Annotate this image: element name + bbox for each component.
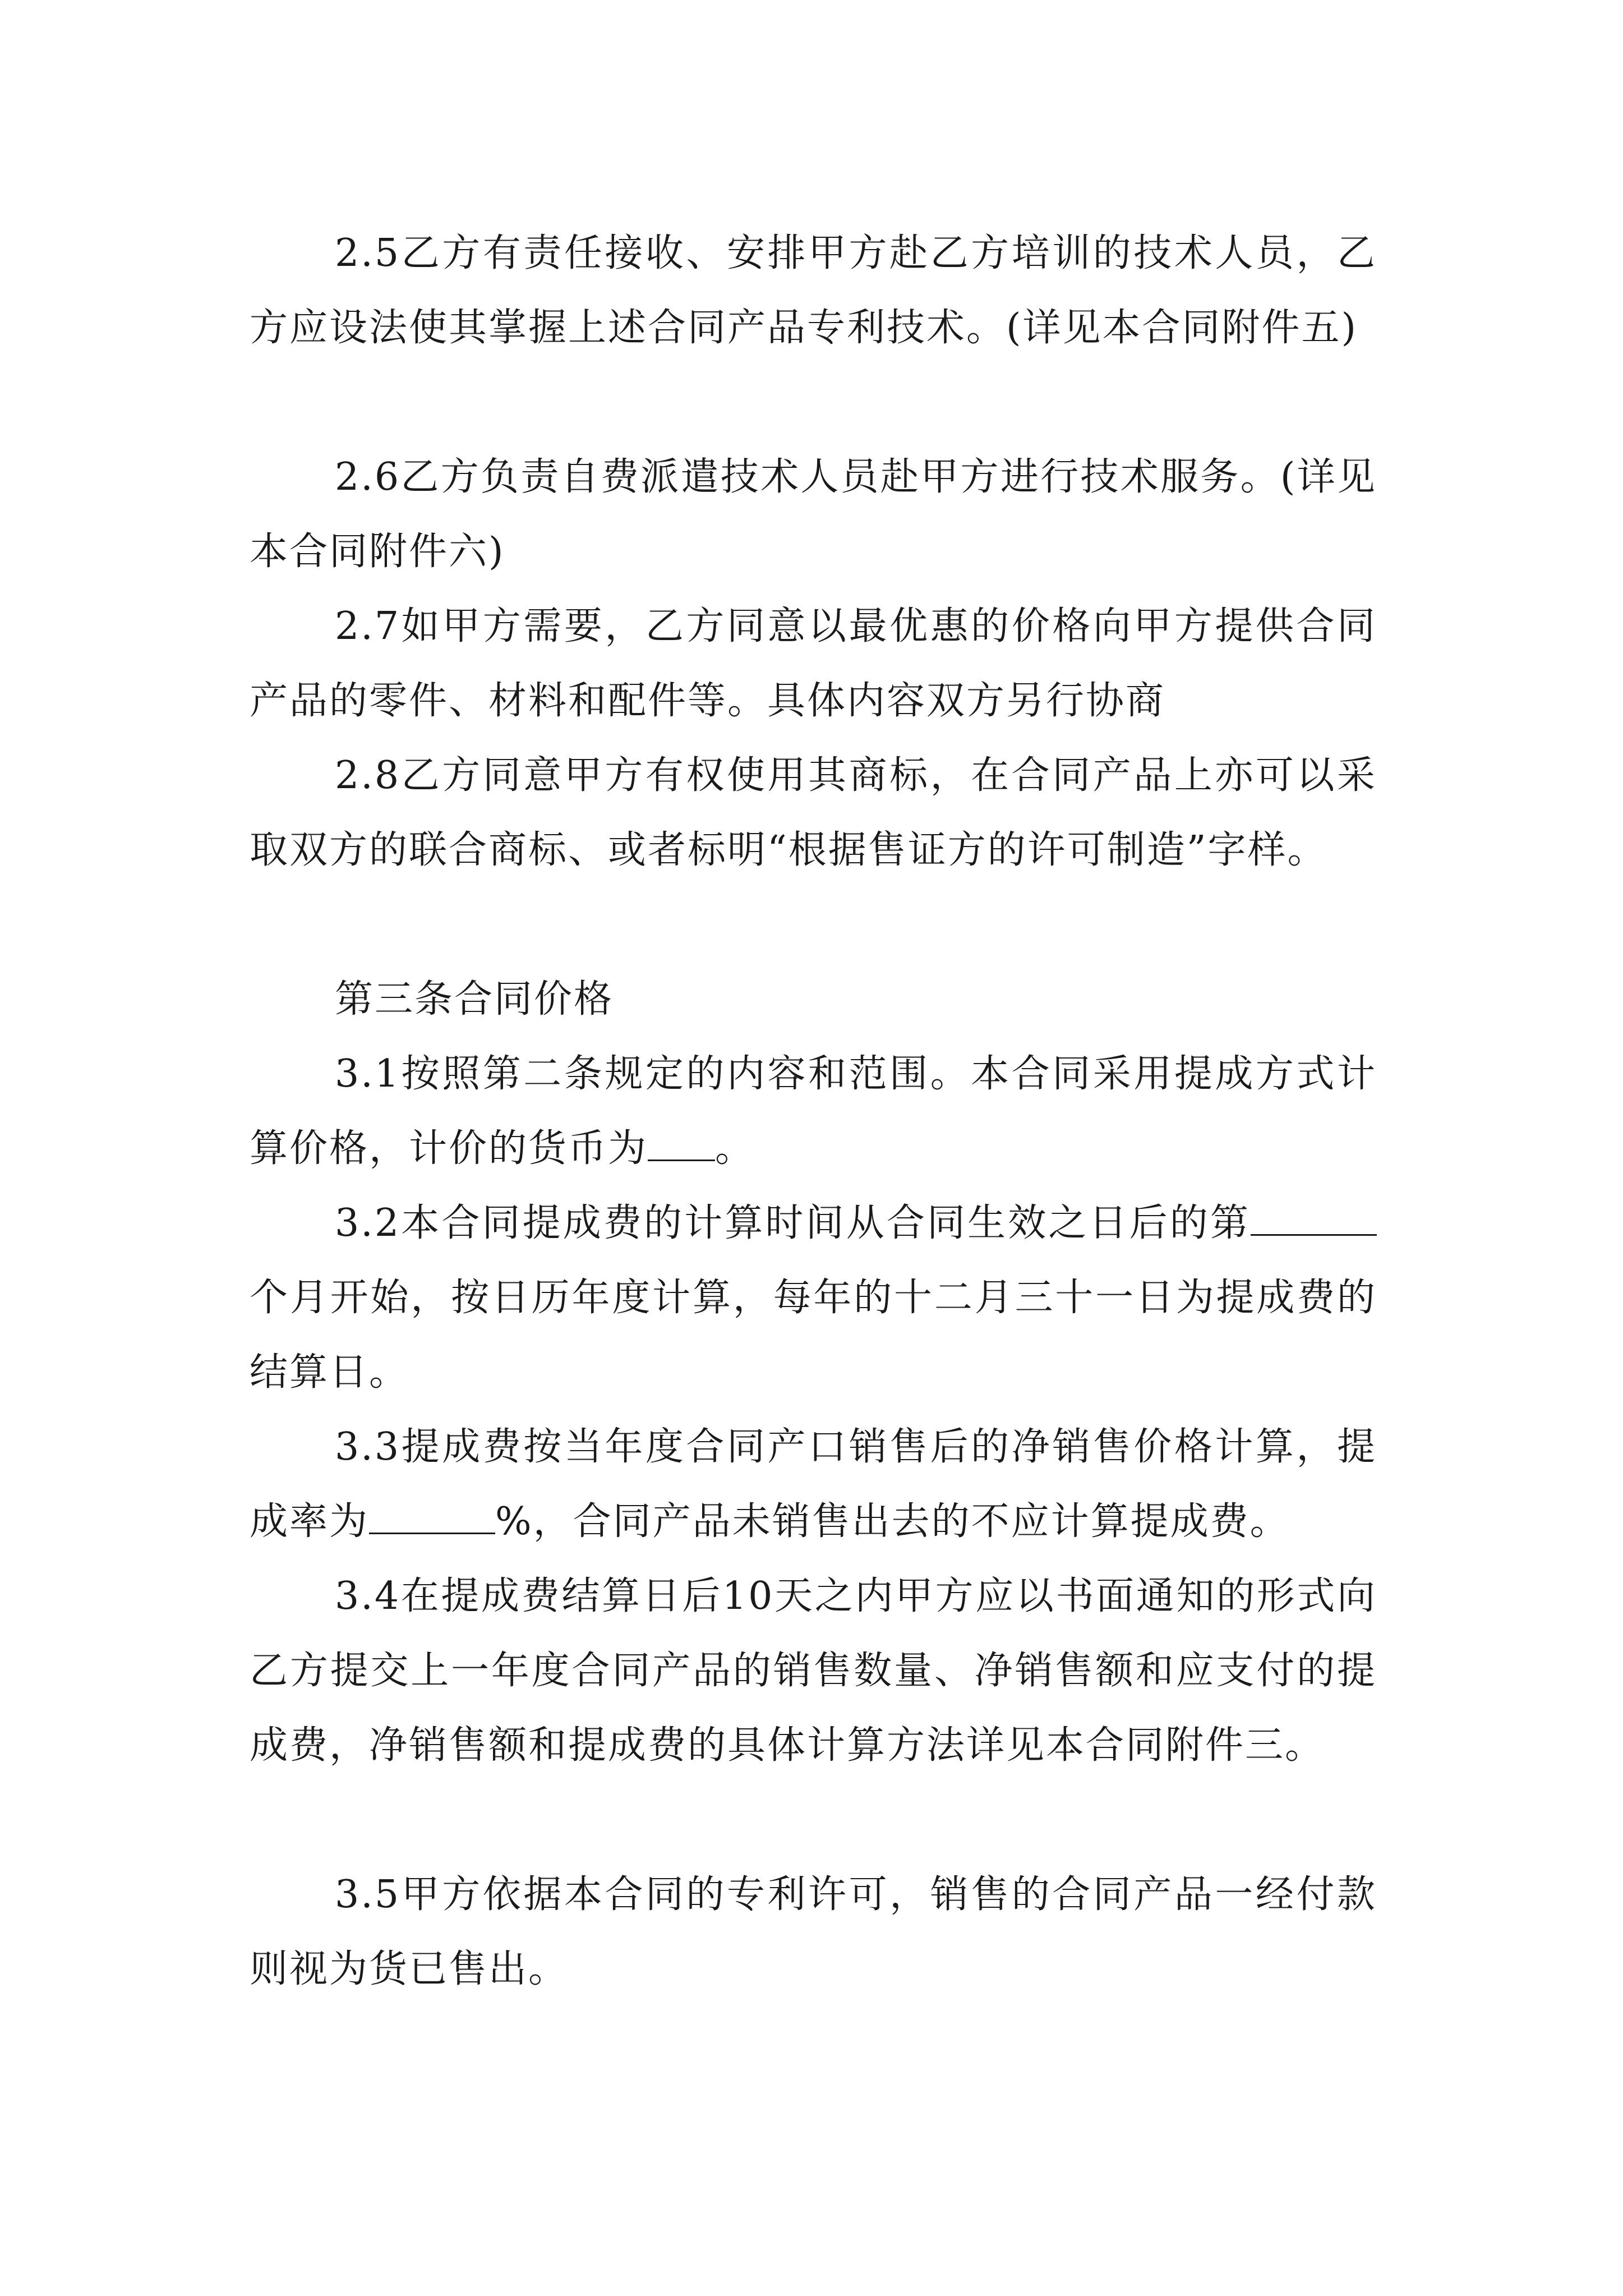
- clause-2-7-text: 2.7如甲方需要，乙方同意以最优惠的价格向甲方提供合同产品的零件、材料和配件等。具体内容双方另行协商: [250, 604, 1377, 723]
- clause-3-2: [250, 1186, 1377, 1410]
- clause-3-2-text-before: 3.2本合同提成费的计算时间从合同生效之日后的第: [335, 1201, 1251, 1245]
- clause-2-8-text: 2.8乙方同意甲方有权使用其商标，在合同产品上亦可以采取双方的联合商标、或者标明“根据售证方的许可制造”字样。: [250, 753, 1377, 872]
- month-blank: [1251, 1200, 1377, 1236]
- royalty-rate-blank: [369, 1499, 495, 1534]
- article-3-heading-text: 第三条合同价格: [335, 977, 614, 1022]
- clause-3-1-text-before: 3.1按照第二条规定的内容和范围。本合同采用提成方式计算价格，计价的货币为: [250, 1052, 1377, 1171]
- clause-3-1-text-after: 。: [715, 1126, 755, 1171]
- clause-2-6-text: 2.6乙方负责自费派遣技术人员赴甲方进行技术服务。(详见本合同附件六): [250, 455, 1377, 574]
- clause-3-3: [250, 1410, 1377, 1559]
- clause-3-4-text: 3.4在提成费结算日后10天之内甲方应以书面通知的形式向乙方提交上一年度合同产品的销售数量、净销售额和应支付的提成费，净销售额和提成费的具体计算方法详见本合同附件三。: [250, 1574, 1377, 1768]
- article-3-heading: [250, 962, 1377, 1037]
- clause-3-2-text-after: 个月开始，按日历年度计算，每年的十二月三十一日为提成费的结算日。: [250, 1276, 1377, 1395]
- clause-2-7: [250, 589, 1377, 738]
- clause-3-3-text-before: 3.3提成费按当年度合同产口销售后的净销售价格计算，提成率为: [250, 1425, 1377, 1544]
- clause-2-5-text: 2.5乙方有责任接收、安排甲方赴乙方培训的技术人员，乙方应设法使其掌握上述合同产品专利技术。(详见本合同附件五): [250, 231, 1377, 350]
- clause-3-5: [250, 1857, 1377, 2007]
- clause-2-8: [250, 738, 1377, 887]
- clause-3-4: [250, 1559, 1377, 1783]
- currency-blank: [648, 1126, 715, 1161]
- clause-2-6: [250, 440, 1377, 589]
- clause-3-1: [250, 1037, 1377, 1186]
- clause-3-3-text-after: %，合同产品未销售出去的不应计算提成费。: [495, 1499, 1290, 1544]
- clause-2-5: [250, 216, 1377, 365]
- clause-3-5-text: 3.5甲方依据本合同的专利许可，销售的合同产品一经付款则视为货已售出。: [250, 1872, 1377, 1991]
